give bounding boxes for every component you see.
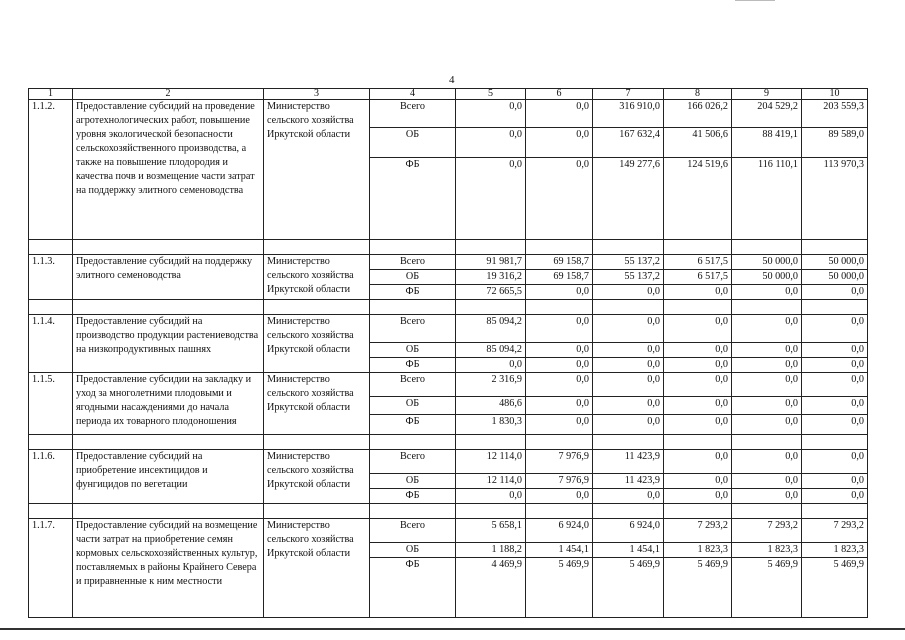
table-row [29,373,868,397]
amount-cell: 0,0 [802,474,868,489]
amount-cell: 0,0 [593,285,664,300]
item-code: 1.1.5. [29,373,73,435]
amount-cell: 0,0 [526,373,593,397]
amount-cell: 0,0 [526,489,593,504]
spacer-row [29,300,868,315]
amount-cell: 113 970,3 [802,158,868,240]
spacer-cell [456,240,526,255]
spacer-cell [370,300,456,315]
amount-cell: 7 293,2 [664,519,732,543]
amount-cell: 7 976,9 [526,474,593,489]
table-row [29,450,868,474]
amount-cell: 69 158,7 [526,255,593,270]
funding-source: ОБ [370,397,456,415]
spacer-cell [664,504,732,519]
spacer-cell [456,435,526,450]
spacer-cell [593,240,664,255]
amount-cell: 0,0 [732,373,802,397]
spacer-cell [732,300,802,315]
column-header: 10 [802,89,868,100]
amount-cell: 50 000,0 [802,255,868,270]
spacer-cell [664,300,732,315]
spacer-cell [370,504,456,519]
amount-cell: 0,0 [802,415,868,435]
amount-cell: 0,0 [526,397,593,415]
amount-cell: 0,0 [526,315,593,343]
amount-cell: 7 976,9 [526,450,593,474]
amount-cell: 41 506,6 [664,128,732,158]
item-code: 1.1.3. [29,255,73,300]
amount-cell: 0,0 [732,474,802,489]
funding-source: ФБ [370,158,456,240]
scan-mark [735,0,775,5]
spacer-row [29,435,868,450]
amount-cell: 0,0 [664,343,732,358]
amount-cell: 0,0 [526,128,593,158]
spacer-cell [802,504,868,519]
funding-source: Всего [370,255,456,270]
amount-cell: 88 419,1 [732,128,802,158]
item-title: Предоставление субсидий на поддержку элитного семеноводства [73,255,264,300]
amount-cell: 1 830,3 [456,415,526,435]
amount-cell: 0,0 [526,158,593,240]
amount-cell: 0,0 [593,315,664,343]
funding-source: ОБ [370,343,456,358]
table-row [29,315,868,343]
spacer-cell [264,504,370,519]
amount-cell: 0,0 [664,489,732,504]
amount-cell: 85 094,2 [456,343,526,358]
amount-cell: 0,0 [664,474,732,489]
amount-cell: 5 469,9 [664,558,732,618]
amount-cell: 0,0 [456,100,526,128]
item-executor: Министерство сельского хозяйства Иркутской области [264,255,370,300]
funding-source: ФБ [370,358,456,373]
column-header: 7 [593,89,664,100]
bottom-rule [0,628,905,630]
spacer-cell [732,504,802,519]
spacer-cell [593,504,664,519]
amount-cell: 2 316,9 [456,373,526,397]
amount-cell: 5 658,1 [456,519,526,543]
spacer-cell [664,240,732,255]
amount-cell: 0,0 [802,315,868,343]
amount-cell: 116 110,1 [732,158,802,240]
spacer-cell [73,300,264,315]
amount-cell: 5 469,9 [802,558,868,618]
item-executor: Министерство сельского хозяйства Иркутской области [264,315,370,373]
spacer-cell [526,240,593,255]
item-code: 1.1.7. [29,519,73,618]
amount-cell: 12 114,0 [456,474,526,489]
page-number: 4 [449,74,455,86]
amount-cell: 0,0 [732,358,802,373]
amount-cell: 0,0 [593,358,664,373]
spacer-cell [73,504,264,519]
amount-cell: 316 910,0 [593,100,664,128]
funding-source: ОБ [370,128,456,158]
amount-cell: 204 529,2 [732,100,802,128]
spacer-cell [370,240,456,255]
amount-cell: 50 000,0 [802,270,868,285]
funding-source: ФБ [370,415,456,435]
amount-cell: 0,0 [802,373,868,397]
spacer-cell [73,435,264,450]
item-code: 1.1.4. [29,315,73,373]
amount-cell: 0,0 [456,358,526,373]
funding-source: ОБ [370,270,456,285]
amount-cell: 0,0 [664,450,732,474]
spacer-cell [29,300,73,315]
spacer-cell [264,240,370,255]
amount-cell: 203 559,3 [802,100,868,128]
item-title: Предоставление субсидий на проведение агротехнологических работ, повышение уровня экологической безопасности сельскохозяйственного производства, а также на повышение плодородия и качества почв и возмещение части затрат на поддержку элитного семеноводства [73,100,264,240]
budget-table [28,88,868,618]
spacer-cell [456,504,526,519]
spacer-cell [526,504,593,519]
amount-cell: 50 000,0 [732,270,802,285]
amount-cell: 1 188,2 [456,543,526,558]
column-header: 4 [370,89,456,100]
column-header: 3 [264,89,370,100]
spacer-cell [29,504,73,519]
item-executor: Министерство сельского хозяйства Иркутской области [264,373,370,435]
amount-cell: 0,0 [526,343,593,358]
amount-cell: 0,0 [664,315,732,343]
amount-cell: 72 665,5 [456,285,526,300]
spacer-cell [526,435,593,450]
spacer-cell [29,435,73,450]
amount-cell: 1 454,1 [526,543,593,558]
amount-cell: 69 158,7 [526,270,593,285]
table-row [29,255,868,270]
amount-cell: 0,0 [802,358,868,373]
amount-cell: 6 517,5 [664,270,732,285]
amount-cell: 0,0 [526,100,593,128]
spacer-cell [802,435,868,450]
table-row [29,519,868,543]
funding-source: Всего [370,100,456,128]
funding-source: Всего [370,315,456,343]
table-body [29,89,868,618]
amount-cell: 0,0 [732,343,802,358]
column-header: 1 [29,89,73,100]
amount-cell: 85 094,2 [456,315,526,343]
amount-cell: 12 114,0 [456,450,526,474]
amount-cell: 149 277,6 [593,158,664,240]
funding-source: Всего [370,450,456,474]
amount-cell: 0,0 [802,450,868,474]
amount-cell: 0,0 [664,397,732,415]
amount-cell: 6 517,5 [664,255,732,270]
item-title: Предоставление субсидий на возмещение части затрат на приобретение семян кормовых сельскохозяйственных культур, поставляемых в районы Крайнего Севера и приравненные к ним местности [73,519,264,618]
item-title: Предоставление субсидий на приобретение инсектицидов и фунгицидов по вегетации [73,450,264,504]
amount-cell: 11 423,9 [593,474,664,489]
column-header: 2 [73,89,264,100]
funding-source: ФБ [370,285,456,300]
funding-source: Всего [370,519,456,543]
spacer-cell [73,240,264,255]
amount-cell: 55 137,2 [593,270,664,285]
amount-cell: 89 589,0 [802,128,868,158]
amount-cell: 7 293,2 [732,519,802,543]
amount-cell: 0,0 [732,315,802,343]
column-header: 9 [732,89,802,100]
funding-source: ОБ [370,474,456,489]
amount-cell: 124 519,6 [664,158,732,240]
item-code: 1.1.6. [29,450,73,504]
amount-cell: 19 316,2 [456,270,526,285]
spacer-cell [264,300,370,315]
amount-cell: 0,0 [526,358,593,373]
amount-cell: 0,0 [593,397,664,415]
spacer-cell [732,240,802,255]
amount-cell: 6 924,0 [593,519,664,543]
table-row [29,100,868,128]
amount-cell: 486,6 [456,397,526,415]
amount-cell: 0,0 [593,489,664,504]
item-executor: Министерство сельского хозяйства Иркутской области [264,100,370,240]
item-executor: Министерство сельского хозяйства Иркутской области [264,450,370,504]
amount-cell: 1 823,3 [664,543,732,558]
spacer-cell [802,300,868,315]
spacer-cell [370,435,456,450]
spacer-cell [456,300,526,315]
amount-cell: 0,0 [526,415,593,435]
amount-cell: 7 293,2 [802,519,868,543]
spacer-cell [664,435,732,450]
amount-cell: 1 454,1 [593,543,664,558]
column-header: 5 [456,89,526,100]
funding-source: ФБ [370,489,456,504]
item-title: Предоставление субсидий на производство продукции растениеводства на низкопродуктивных пашнях [73,315,264,373]
spacer-row [29,240,868,255]
amount-cell: 5 469,9 [526,558,593,618]
amount-cell: 0,0 [456,489,526,504]
spacer-cell [802,240,868,255]
column-header: 8 [664,89,732,100]
item-executor: Министерство сельского хозяйства Иркутской области [264,519,370,618]
amount-cell: 1 823,3 [802,543,868,558]
amount-cell: 6 924,0 [526,519,593,543]
amount-cell: 0,0 [593,343,664,358]
amount-cell: 1 823,3 [732,543,802,558]
amount-cell: 0,0 [664,358,732,373]
amount-cell: 4 469,9 [456,558,526,618]
amount-cell: 0,0 [593,415,664,435]
amount-cell: 5 469,9 [732,558,802,618]
amount-cell: 0,0 [526,285,593,300]
amount-cell: 50 000,0 [732,255,802,270]
amount-cell: 167 632,4 [593,128,664,158]
header-row [29,89,868,100]
spacer-cell [593,300,664,315]
amount-cell: 0,0 [456,158,526,240]
spacer-row [29,504,868,519]
amount-cell: 55 137,2 [593,255,664,270]
spacer-cell [264,435,370,450]
amount-cell: 0,0 [732,397,802,415]
amount-cell: 11 423,9 [593,450,664,474]
funding-source: ОБ [370,543,456,558]
funding-source: Всего [370,373,456,397]
amount-cell: 0,0 [802,285,868,300]
amount-cell: 0,0 [732,415,802,435]
amount-cell: 0,0 [664,373,732,397]
item-title: Предоставление субсидии на закладку и уход за многолетними плодовыми и ягодными насаждениями до начала периода их товарного плодоношения [73,373,264,435]
amount-cell: 0,0 [802,489,868,504]
amount-cell: 0,0 [664,415,732,435]
funding-source: ФБ [370,558,456,618]
spacer-cell [593,435,664,450]
amount-cell: 91 981,7 [456,255,526,270]
spacer-cell [29,240,73,255]
item-code: 1.1.2. [29,100,73,240]
column-header: 6 [526,89,593,100]
amount-cell: 0,0 [732,285,802,300]
amount-cell: 5 469,9 [593,558,664,618]
amount-cell: 0,0 [664,285,732,300]
amount-cell: 166 026,2 [664,100,732,128]
amount-cell: 0,0 [593,373,664,397]
amount-cell: 0,0 [802,343,868,358]
amount-cell: 0,0 [732,489,802,504]
amount-cell: 0,0 [732,450,802,474]
spacer-cell [732,435,802,450]
amount-cell: 0,0 [802,397,868,415]
spacer-cell [526,300,593,315]
amount-cell: 0,0 [456,128,526,158]
